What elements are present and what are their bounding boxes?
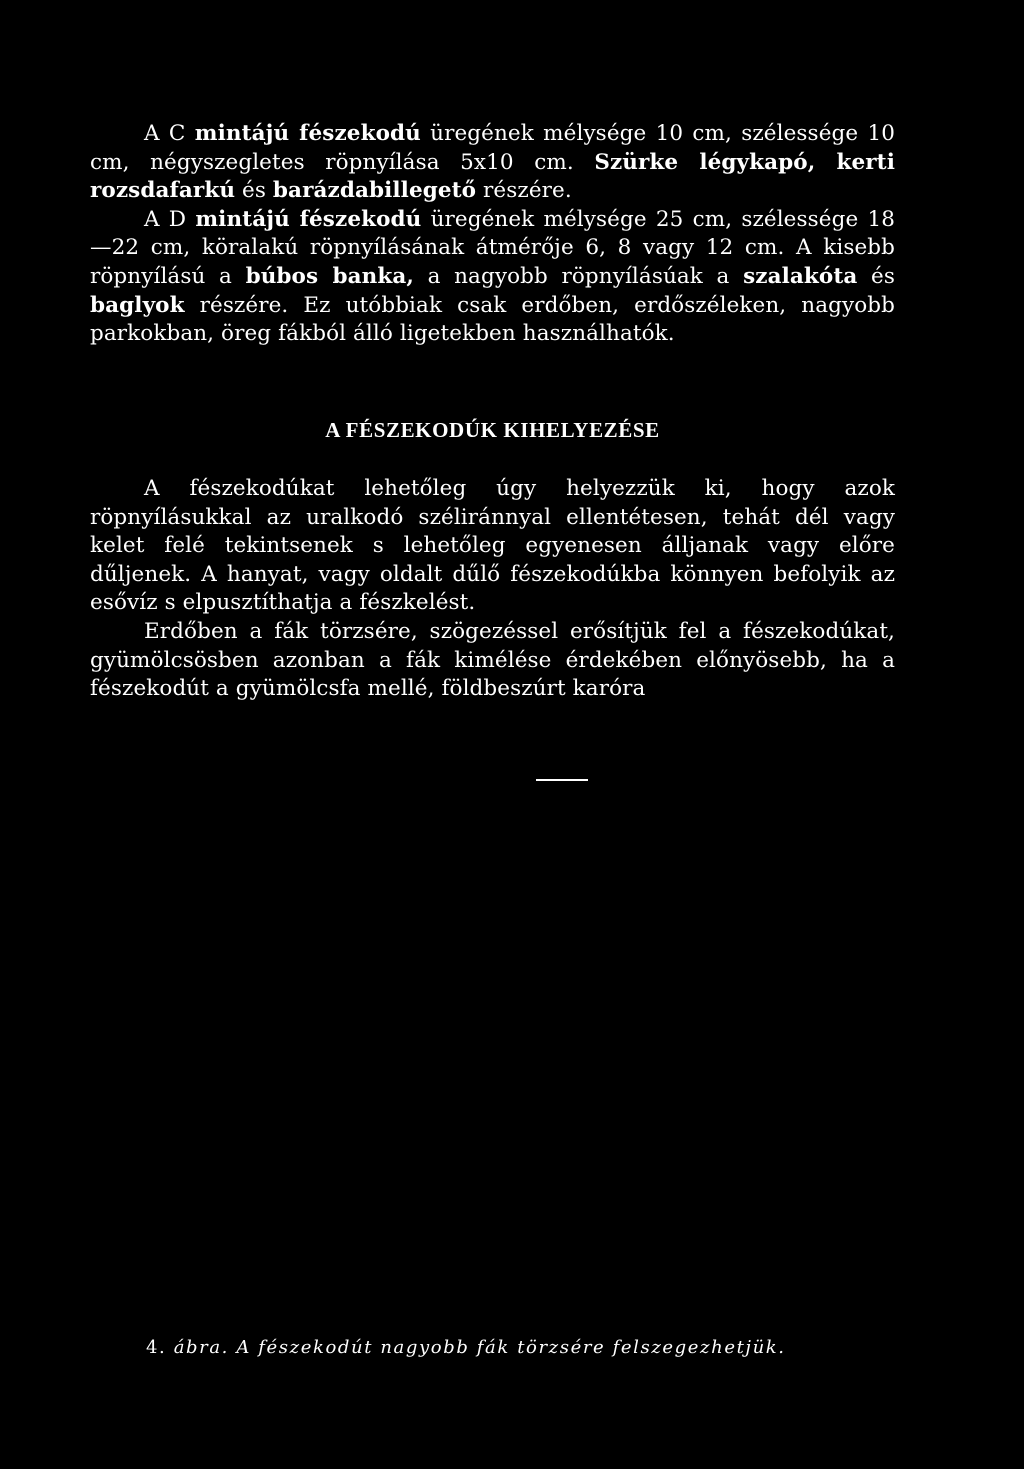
- paragraph-placement: A fészekodúkat lehetőleg úgy helyezzük ki, hogy azok röpnyílásukkal az uralkodó széliránnyal ellentétesen, tehát dél vagy kelet felé tekintsenek s lehetőleg egyenesen álljanak vagy előre dűljenek. A hanyat, vagy oldalt dűlő fészekodúkba könnyen befolyik az esővíz s elpusztíthatja a fészkelést.: [90, 476, 895, 616]
- section-heading: A FÉSZEKODÚK KIHELYEZÉSE: [325, 418, 660, 442]
- model-c-dimensions: üregének mélysége 10 cm, szélessége 10 cm, négyszegletes röpnyílása 5x10 cm.: [90, 121, 896, 175]
- model-d-conjunction: és: [857, 263, 895, 289]
- model-c-bird-wagtail: barázdabillegető: [272, 178, 477, 204]
- model-c-conjunction: és: [235, 178, 273, 204]
- model-c-term: mintájú fészekodú: [194, 121, 421, 146]
- model-d-end: részére. Ez utóbbiak csak erdőben, erdőszéleken, nagyobb parkokban, öreg fákból álló ligetekben használhatók.: [90, 292, 895, 347]
- paragraph-forest: Erdőben a fák törzsére, szögezéssel erősítjük fel a fészekodúkat, gyümölcsösben azonban a fák kimélése érdekében előnyösebb, ha a fészekodút a gyümölcsfa mellé, földbeszúrt karóra: [90, 618, 895, 702]
- model-d-larger: a nagyobb röpnyílásúak a: [413, 263, 744, 289]
- model-d-bird-roller: szalakóta: [743, 263, 858, 289]
- model-d-intro: A D: [144, 206, 196, 232]
- model-c-birds: Szürke légykapó, kerti rozsdafarkú: [90, 149, 895, 204]
- model-c-end: részére.: [476, 178, 572, 204]
- model-d-term: mintájú fészekodú: [195, 206, 422, 232]
- placement-section: [90, 475, 895, 704]
- paragraph-model-c: [90, 120, 895, 206]
- model-c-intro: A C: [144, 121, 195, 146]
- model-d-bird-hoopoe: búbos banka,: [245, 263, 414, 289]
- model-d-dimensions: üregének mélysége 25 cm, szélessége 18—22 cm, köralakú röpnyílásának átmérője 6, 8 vagy 12 cm. A kisebb röpnyílású a: [90, 206, 896, 289]
- figure-caption-text: A fészekodút nagyobb fák törzsére felszegezhetjük.: [229, 1337, 786, 1358]
- paragraph-model-d: [90, 206, 895, 349]
- nest-box-description: [90, 120, 895, 349]
- figure-divider: [536, 779, 588, 781]
- figure-caption: [146, 1337, 866, 1358]
- figure-number: 4.: [146, 1337, 167, 1358]
- figure-label: ábra.: [166, 1337, 230, 1358]
- model-d-bird-owls: baglyok: [90, 292, 185, 318]
